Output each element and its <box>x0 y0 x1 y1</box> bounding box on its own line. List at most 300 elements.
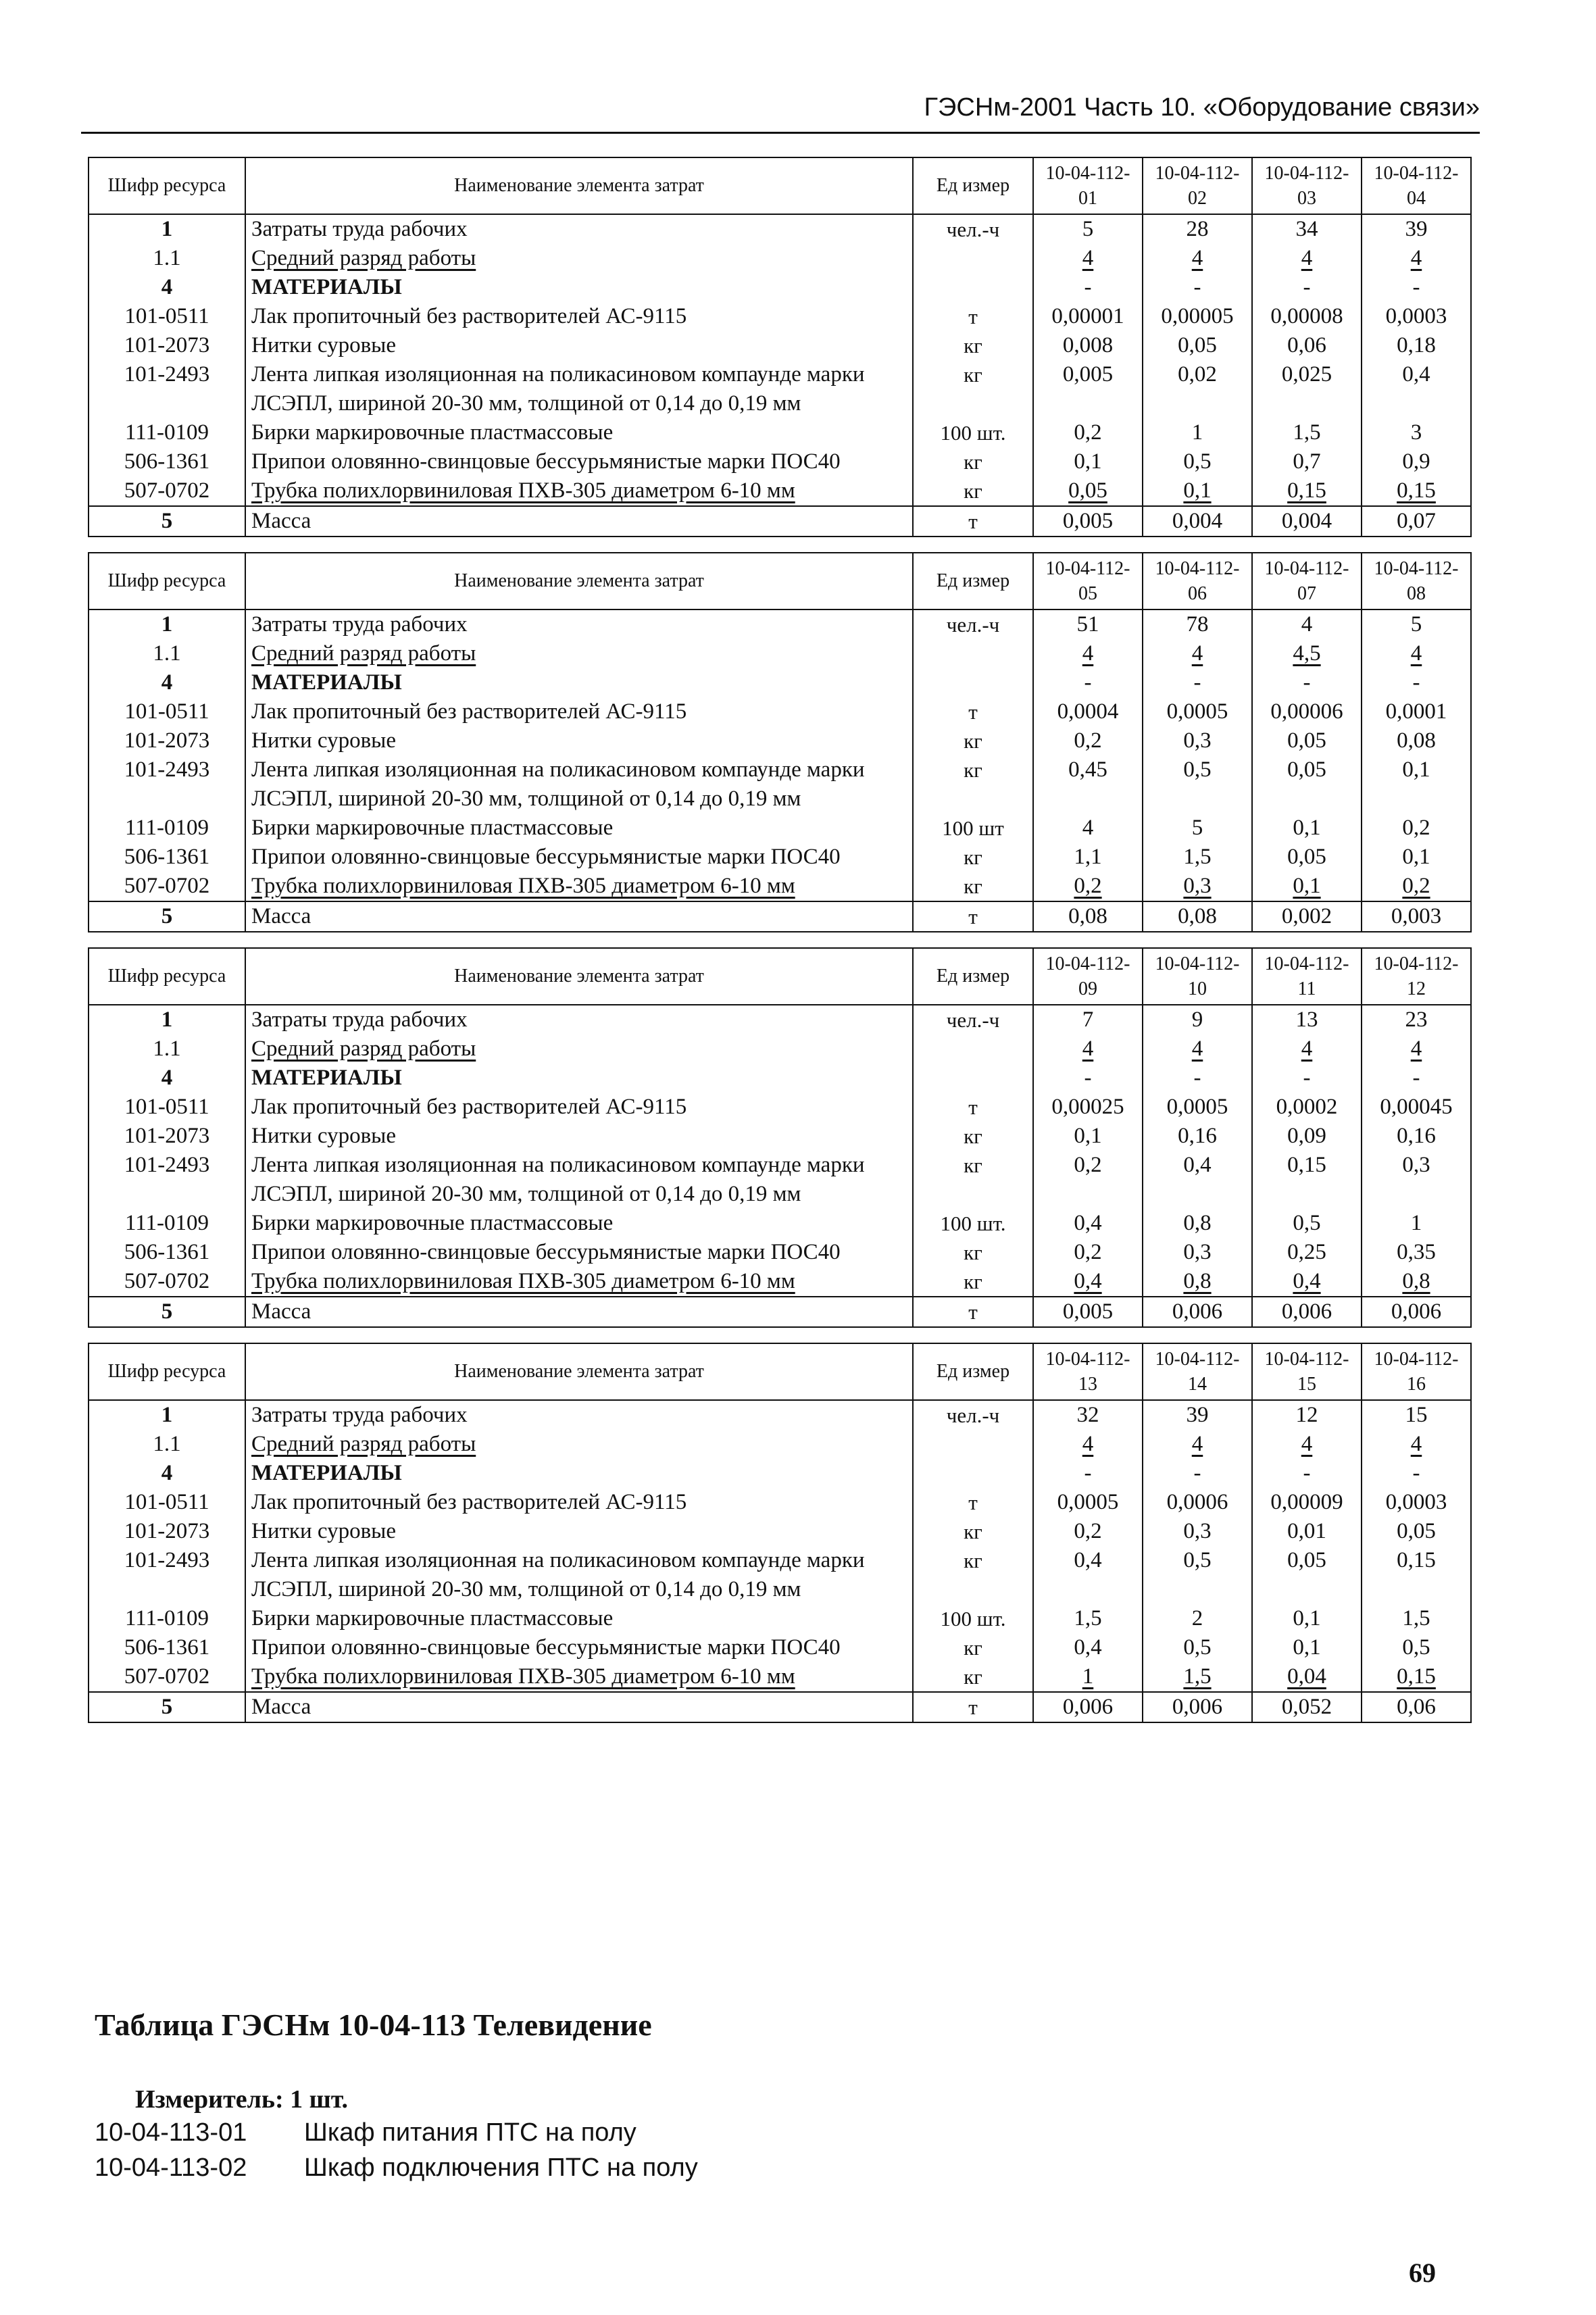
value-cell: 0,15 <box>1362 476 1471 506</box>
resource-code: 4 <box>89 1459 245 1488</box>
resource-code: 507-0702 <box>89 1267 245 1297</box>
value-cell: 9 <box>1143 1005 1252 1035</box>
value-cell: 4 <box>1143 1035 1252 1064</box>
value-cell: 0,0001 <box>1362 697 1471 726</box>
value-cell: 0,5 <box>1252 1209 1362 1238</box>
resource-code: 4 <box>89 273 245 302</box>
unit-cell: т <box>913 1297 1033 1327</box>
resource-code: 506-1361 <box>89 1633 245 1662</box>
column-header-norm-code: 10-04-112-06 <box>1143 553 1252 609</box>
value-cell: 0,0005 <box>1143 1093 1252 1122</box>
column-header-name: Наименование элемента затрат <box>245 948 913 1005</box>
unit-cell: 100 шт. <box>913 1604 1033 1633</box>
value-cell: 4 <box>1143 244 1252 273</box>
table-row <box>89 418 1471 447</box>
unit-cell: 100 шт <box>913 814 1033 843</box>
value-cell: - <box>1143 668 1252 697</box>
cost-item-name: Нитки суровые <box>245 726 913 755</box>
value-cell: 5 <box>1033 214 1143 244</box>
table-row <box>89 755 1471 814</box>
resource-table <box>88 1343 1472 1723</box>
resource-code: 101-2493 <box>89 360 245 418</box>
value-cell: 1,5 <box>1252 418 1362 447</box>
cost-item-name: Припои оловянно-свинцовые бессурьмянистые марки ПОС40 <box>245 1633 913 1662</box>
value-cell: 0,005 <box>1033 1297 1143 1327</box>
value-cell: 1 <box>1033 1662 1143 1692</box>
value-cell: 7 <box>1033 1005 1143 1035</box>
value-cell: - <box>1033 668 1143 697</box>
column-header-code: Шифр ресурса <box>89 157 245 214</box>
table-row <box>89 901 1471 932</box>
table-row <box>89 273 1471 302</box>
value-cell: - <box>1252 668 1362 697</box>
resource-code: 101-2073 <box>89 1122 245 1151</box>
resource-code: 101-2493 <box>89 755 245 814</box>
value-cell: 0,06 <box>1252 331 1362 360</box>
value-cell: 51 <box>1033 609 1143 639</box>
value-cell: 0,8 <box>1143 1267 1252 1297</box>
value-cell: 1 <box>1143 418 1252 447</box>
value-cell: 0,05 <box>1033 476 1143 506</box>
unit-cell: т <box>913 901 1033 932</box>
column-header-code: Шифр ресурса <box>89 553 245 609</box>
resource-code: 507-0702 <box>89 872 245 901</box>
value-cell: 0,1 <box>1252 814 1362 843</box>
value-cell: 4 <box>1252 609 1362 639</box>
resource-code: 5 <box>89 506 245 537</box>
value-cell: 0,1 <box>1143 476 1252 506</box>
value-cell: - <box>1362 1064 1471 1093</box>
column-header-norm-code: 10-04-112-14 <box>1143 1343 1252 1400</box>
value-cell: 4 <box>1362 639 1471 668</box>
column-header-norm-code: 10-04-112-16 <box>1362 1343 1471 1400</box>
resource-code: 101-2073 <box>89 1517 245 1546</box>
cost-item-name: Нитки суровые <box>245 1517 913 1546</box>
resource-code: 101-0511 <box>89 1093 245 1122</box>
resource-code: 1.1 <box>89 639 245 668</box>
table-row <box>89 1122 1471 1151</box>
unit-cell: кг <box>913 1238 1033 1267</box>
value-cell: 0,05 <box>1362 1517 1471 1546</box>
value-cell: 4 <box>1362 1035 1471 1064</box>
value-cell: 4 <box>1033 1035 1143 1064</box>
value-cell: 1 <box>1362 1209 1471 1238</box>
value-cell: 0,0005 <box>1033 1488 1143 1517</box>
value-cell: 5 <box>1362 609 1471 639</box>
value-cell: 0,006 <box>1362 1297 1471 1327</box>
cost-item-name: Бирки маркировочные пластмассовые <box>245 1209 913 1238</box>
cost-item-name: Трубка полихлорвиниловая ПХВ-305 диаметром 6-10 мм <box>245 1662 913 1692</box>
value-cell: 0,2 <box>1033 1238 1143 1267</box>
resource-code: 5 <box>89 1692 245 1722</box>
cost-item-name: МАТЕРИАЛЫ <box>245 668 913 697</box>
unit-cell: чел.-ч <box>913 214 1033 244</box>
meter-line: Измеритель: 1 шт. <box>135 2085 349 2114</box>
unit-cell: т <box>913 302 1033 331</box>
table-row <box>89 872 1471 901</box>
unit-cell: кг <box>913 843 1033 872</box>
resource-code: 1.1 <box>89 1430 245 1459</box>
resource-code: 507-0702 <box>89 1662 245 1692</box>
table-row <box>89 302 1471 331</box>
cost-item-name: Лента липкая изоляционная на поликасиновом компаунде марки ЛСЭПЛ, шириной 20-30 мм, толщиной от 0,14 до 0,19 мм <box>245 360 913 418</box>
cost-item-name: Лента липкая изоляционная на поликасиновом компаунде марки ЛСЭПЛ, шириной 20-30 мм, толщиной от 0,14 до 0,19 мм <box>245 755 913 814</box>
table-row <box>89 1430 1471 1459</box>
value-cell: 0,00005 <box>1143 302 1252 331</box>
unit-cell: кг <box>913 1662 1033 1692</box>
value-cell: 0,4 <box>1252 1267 1362 1297</box>
value-cell: 0,35 <box>1362 1238 1471 1267</box>
unit-cell: 100 шт. <box>913 418 1033 447</box>
value-cell: - <box>1143 1064 1252 1093</box>
unit-cell <box>913 244 1033 273</box>
cost-item-name: Средний разряд работы <box>245 639 913 668</box>
value-cell: 2 <box>1143 1604 1252 1633</box>
table-row <box>89 1064 1471 1093</box>
value-cell: 0,8 <box>1362 1267 1471 1297</box>
resource-code: 101-0511 <box>89 302 245 331</box>
cost-item-name: Затраты труда рабочих <box>245 609 913 639</box>
value-cell: 0,05 <box>1252 755 1362 814</box>
unit-cell <box>913 668 1033 697</box>
resource-code: 111-0109 <box>89 418 245 447</box>
resource-code: 5 <box>89 901 245 932</box>
table-header-row <box>89 1343 1471 1400</box>
value-cell: - <box>1362 273 1471 302</box>
cost-item-name: Бирки маркировочные пластмассовые <box>245 418 913 447</box>
value-cell: 0,05 <box>1252 1546 1362 1604</box>
value-cell: 0,052 <box>1252 1692 1362 1722</box>
table-row <box>89 814 1471 843</box>
value-cell: 0,1 <box>1362 843 1471 872</box>
value-cell: 0,006 <box>1143 1297 1252 1327</box>
value-cell: 34 <box>1252 214 1362 244</box>
column-header-norm-code: 10-04-112-09 <box>1033 948 1143 1005</box>
unit-cell: т <box>913 1093 1033 1122</box>
value-cell: 1,1 <box>1033 843 1143 872</box>
value-cell: 0,1 <box>1033 1122 1143 1151</box>
table-row <box>89 1459 1471 1488</box>
cost-item-name: Лак пропиточный без растворителей АС-9115 <box>245 1488 913 1517</box>
table-row <box>89 1238 1471 1267</box>
value-cell: - <box>1362 1459 1471 1488</box>
column-header-norm-code: 10-04-112-13 <box>1033 1343 1143 1400</box>
resource-code: 101-2073 <box>89 331 245 360</box>
unit-cell: кг <box>913 447 1033 476</box>
table-row <box>89 1209 1471 1238</box>
cost-item-name: Затраты труда рабочих <box>245 214 913 244</box>
column-header-norm-code: 10-04-112-11 <box>1252 948 1362 1005</box>
value-cell: 0,0002 <box>1252 1093 1362 1122</box>
value-cell: 5 <box>1143 814 1252 843</box>
value-cell: 0,00025 <box>1033 1093 1143 1122</box>
unit-cell: чел.-ч <box>913 1005 1033 1035</box>
unit-cell: кг <box>913 1151 1033 1209</box>
value-cell: 0,00001 <box>1033 302 1143 331</box>
table-row <box>89 1005 1471 1035</box>
value-cell: 28 <box>1143 214 1252 244</box>
value-cell: 0,5 <box>1143 1633 1252 1662</box>
column-header-unit: Ед измер <box>913 1343 1033 1400</box>
column-header-norm-code: 10-04-112-12 <box>1362 948 1471 1005</box>
resource-code: 111-0109 <box>89 1604 245 1633</box>
value-cell: 0,005 <box>1033 506 1143 537</box>
unit-cell: кг <box>913 726 1033 755</box>
resource-code: 101-2493 <box>89 1546 245 1604</box>
value-cell: 0,4 <box>1362 360 1471 418</box>
value-cell: 0,15 <box>1252 476 1362 506</box>
table-row <box>89 1517 1471 1546</box>
cost-item-name: Масса <box>245 506 913 537</box>
table-row <box>89 331 1471 360</box>
value-cell: 4 <box>1033 244 1143 273</box>
table-row <box>89 1546 1471 1604</box>
cost-item-name: МАТЕРИАЛЫ <box>245 1064 913 1093</box>
table-row <box>89 1488 1471 1517</box>
column-header-name: Наименование элемента затрат <box>245 553 913 609</box>
value-cell: 0,04 <box>1252 1662 1362 1692</box>
table-row <box>89 1297 1471 1327</box>
table-row <box>89 476 1471 506</box>
cost-item-name: Нитки суровые <box>245 1122 913 1151</box>
cost-item-name: Средний разряд работы <box>245 1035 913 1064</box>
value-cell: - <box>1143 1459 1252 1488</box>
value-cell: 0,006 <box>1033 1692 1143 1722</box>
value-cell: 0,00009 <box>1252 1488 1362 1517</box>
table-row <box>89 1151 1471 1209</box>
value-cell: 0,005 <box>1033 360 1143 418</box>
unit-cell: кг <box>913 1633 1033 1662</box>
unit-cell: кг <box>913 360 1033 418</box>
value-cell: 0,004 <box>1252 506 1362 537</box>
unit-cell: кг <box>913 1267 1033 1297</box>
resource-code: 5 <box>89 1297 245 1327</box>
value-cell: 0,08 <box>1143 901 1252 932</box>
table-row <box>89 1692 1471 1722</box>
column-header-code: Шифр ресурса <box>89 948 245 1005</box>
value-cell: 0,9 <box>1362 447 1471 476</box>
unit-cell <box>913 273 1033 302</box>
resource-code: 506-1361 <box>89 843 245 872</box>
value-cell: - <box>1033 1459 1143 1488</box>
unit-cell <box>913 1430 1033 1459</box>
unit-cell <box>913 639 1033 668</box>
column-header-norm-code: 10-04-112-10 <box>1143 948 1252 1005</box>
resource-table <box>88 157 1472 537</box>
cost-item-name: Трубка полихлорвиниловая ПХВ-305 диаметром 6-10 мм <box>245 1267 913 1297</box>
unit-cell: кг <box>913 872 1033 901</box>
value-cell: 0,5 <box>1143 447 1252 476</box>
cost-item-name: Припои оловянно-свинцовые бессурьмянистые марки ПОС40 <box>245 447 913 476</box>
cost-item-name: Нитки суровые <box>245 331 913 360</box>
item-code: 10-04-113-01 <box>95 2118 247 2147</box>
unit-cell: кг <box>913 1517 1033 1546</box>
cost-item-name: Трубка полихлорвиниловая ПХВ-305 диаметром 6-10 мм <box>245 476 913 506</box>
value-cell: 0,15 <box>1252 1151 1362 1209</box>
table-row <box>89 726 1471 755</box>
value-cell: 0,4 <box>1033 1546 1143 1604</box>
table-row <box>89 1400 1471 1430</box>
resource-code: 1 <box>89 214 245 244</box>
value-cell: 0,1 <box>1362 755 1471 814</box>
value-cell: 12 <box>1252 1400 1362 1430</box>
table-title: Таблица ГЭСНм 10-04-113 Телевидение <box>95 2008 652 2042</box>
value-cell: 0,07 <box>1362 506 1471 537</box>
cost-item-name: Припои оловянно-свинцовые бессурьмянистые марки ПОС40 <box>245 843 913 872</box>
value-cell: 0,1 <box>1252 1604 1362 1633</box>
value-cell: 0,08 <box>1033 901 1143 932</box>
value-cell: 3 <box>1362 418 1471 447</box>
value-cell: 4,5 <box>1252 639 1362 668</box>
value-cell: 0,45 <box>1033 755 1143 814</box>
value-cell: 32 <box>1033 1400 1143 1430</box>
table-row <box>89 244 1471 273</box>
table-row <box>89 1035 1471 1064</box>
column-header-norm-code: 10-04-112-02 <box>1143 157 1252 214</box>
table-row <box>89 639 1471 668</box>
column-header-norm-code: 10-04-112-01 <box>1033 157 1143 214</box>
value-cell: 1,5 <box>1143 1662 1252 1692</box>
unit-cell: кг <box>913 476 1033 506</box>
table-row <box>89 1662 1471 1692</box>
value-cell: 39 <box>1143 1400 1252 1430</box>
unit-cell: т <box>913 1488 1033 1517</box>
resource-code: 1.1 <box>89 244 245 273</box>
cost-item-name: МАТЕРИАЛЫ <box>245 1459 913 1488</box>
value-cell: 0,00008 <box>1252 302 1362 331</box>
table-row <box>89 697 1471 726</box>
resource-table <box>88 947 1472 1328</box>
value-cell: 0,00006 <box>1252 697 1362 726</box>
value-cell: 0,5 <box>1362 1633 1471 1662</box>
value-cell: 0,006 <box>1143 1692 1252 1722</box>
value-cell: 0,1 <box>1252 872 1362 901</box>
value-cell: 0,15 <box>1362 1662 1471 1692</box>
table-header-row <box>89 553 1471 609</box>
cost-item-name: Средний разряд работы <box>245 1430 913 1459</box>
value-cell: 0,0006 <box>1143 1488 1252 1517</box>
resource-code: 4 <box>89 1064 245 1093</box>
cost-item-name: Бирки маркировочные пластмассовые <box>245 1604 913 1633</box>
value-cell: - <box>1033 1064 1143 1093</box>
value-cell: 0,1 <box>1033 447 1143 476</box>
column-header-code: Шифр ресурса <box>89 1343 245 1400</box>
resource-code: 101-0511 <box>89 1488 245 1517</box>
value-cell: 0,1 <box>1252 1633 1362 1662</box>
cost-tables <box>88 157 1470 1738</box>
value-cell: 4 <box>1252 1430 1362 1459</box>
value-cell: 0,0003 <box>1362 302 1471 331</box>
table-row <box>89 1604 1471 1633</box>
value-cell: 0,4 <box>1143 1151 1252 1209</box>
value-cell: 0,4 <box>1033 1633 1143 1662</box>
table-row <box>89 506 1471 537</box>
unit-cell: кг <box>913 755 1033 814</box>
column-header-norm-code: 10-04-112-08 <box>1362 553 1471 609</box>
resource-code: 506-1361 <box>89 1238 245 1267</box>
column-header-norm-code: 10-04-112-15 <box>1252 1343 1362 1400</box>
value-cell: - <box>1252 273 1362 302</box>
value-cell: 4 <box>1362 244 1471 273</box>
unit-cell: 100 шт. <box>913 1209 1033 1238</box>
value-cell: 0,09 <box>1252 1122 1362 1151</box>
column-header-unit: Ед измер <box>913 948 1033 1005</box>
value-cell: 0,02 <box>1143 360 1252 418</box>
value-cell: 0,002 <box>1252 901 1362 932</box>
resource-code: 1 <box>89 609 245 639</box>
value-cell: - <box>1033 273 1143 302</box>
value-cell: 23 <box>1362 1005 1471 1035</box>
value-cell: 0,025 <box>1252 360 1362 418</box>
resource-code: 1 <box>89 1400 245 1430</box>
value-cell: 4 <box>1252 1035 1362 1064</box>
unit-cell: кг <box>913 331 1033 360</box>
column-header-norm-code: 10-04-112-04 <box>1362 157 1471 214</box>
value-cell: 0,05 <box>1252 726 1362 755</box>
resource-code: 1 <box>89 1005 245 1035</box>
unit-cell <box>913 1459 1033 1488</box>
value-cell: 0,4 <box>1033 1267 1143 1297</box>
value-cell: 0,3 <box>1143 1517 1252 1546</box>
unit-cell: кг <box>913 1122 1033 1151</box>
cost-item-name: Затраты труда рабочих <box>245 1005 913 1035</box>
column-header-norm-code: 10-04-112-03 <box>1252 157 1362 214</box>
cost-item-name: Трубка полихлорвиниловая ПХВ-305 диаметром 6-10 мм <box>245 872 913 901</box>
value-cell: 0,00045 <box>1362 1093 1471 1122</box>
cost-item-name: Бирки маркировочные пластмассовые <box>245 814 913 843</box>
value-cell: 0,2 <box>1033 726 1143 755</box>
value-cell: 4 <box>1143 1430 1252 1459</box>
value-cell: 4 <box>1143 639 1252 668</box>
unit-cell: чел.-ч <box>913 1400 1033 1430</box>
table-row <box>89 609 1471 639</box>
item-code: 10-04-113-02 <box>95 2154 247 2182</box>
unit-cell: чел.-ч <box>913 609 1033 639</box>
running-header: ГЭСНм-2001 Часть 10. «Оборудование связи» <box>81 93 1480 134</box>
item-text: Шкаф питания ПТС на полу <box>304 2118 637 2147</box>
column-header-norm-code: 10-04-112-05 <box>1033 553 1143 609</box>
value-cell: 0,8 <box>1143 1209 1252 1238</box>
unit-cell <box>913 1035 1033 1064</box>
cost-item-name: Лента липкая изоляционная на поликасиновом компаунде марки ЛСЭПЛ, шириной 20-30 мм, толщиной от 0,14 до 0,19 мм <box>245 1546 913 1604</box>
unit-cell: т <box>913 1692 1033 1722</box>
resource-code: 101-2493 <box>89 1151 245 1209</box>
value-cell: - <box>1252 1459 1362 1488</box>
unit-cell: кг <box>913 1546 1033 1604</box>
value-cell: 0,2 <box>1033 1517 1143 1546</box>
value-cell: 0,006 <box>1252 1297 1362 1327</box>
value-cell: 0,3 <box>1143 726 1252 755</box>
value-cell: 0,2 <box>1033 872 1143 901</box>
value-cell: 0,16 <box>1362 1122 1471 1151</box>
value-cell: 39 <box>1362 214 1471 244</box>
value-cell: - <box>1143 273 1252 302</box>
value-cell: 0,2 <box>1362 814 1471 843</box>
cost-item-name: Лента липкая изоляционная на поликасиновом компаунде марки ЛСЭПЛ, шириной 20-30 мм, толщиной от 0,14 до 0,19 мм <box>245 1151 913 1209</box>
value-cell: 0,7 <box>1252 447 1362 476</box>
value-cell: 4 <box>1033 1430 1143 1459</box>
value-cell: 0,5 <box>1143 1546 1252 1604</box>
cost-item-name: Масса <box>245 901 913 932</box>
value-cell: 1,5 <box>1033 1604 1143 1633</box>
table-row <box>89 447 1471 476</box>
unit-cell: т <box>913 697 1033 726</box>
value-cell: 0,05 <box>1143 331 1252 360</box>
value-cell: 0,06 <box>1362 1692 1471 1722</box>
cost-item-name: Лак пропиточный без растворителей АС-9115 <box>245 302 913 331</box>
value-cell: 4 <box>1362 1430 1471 1459</box>
value-cell: 15 <box>1362 1400 1471 1430</box>
